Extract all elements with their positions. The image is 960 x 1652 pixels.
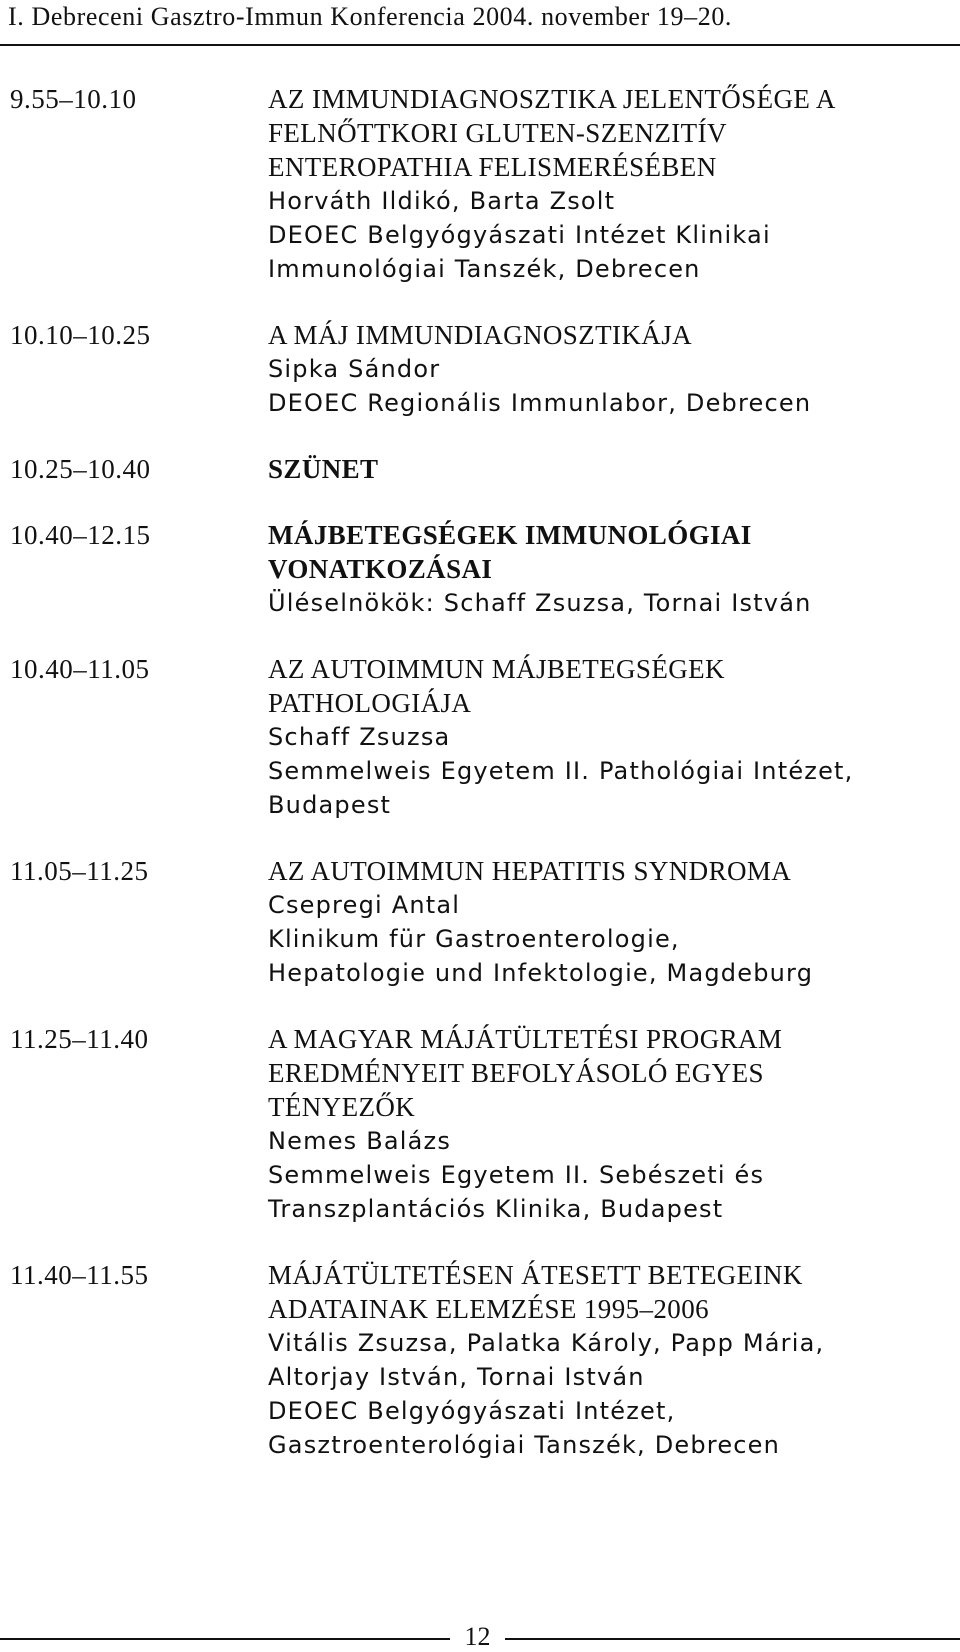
session-title-line: MÁJBETEGSÉGEK IMMUNOLÓGIAI bbox=[268, 520, 752, 550]
session-time: 10.25–10.40 bbox=[10, 454, 151, 484]
session-institution-line: Klinikum für Gastroenterologie, bbox=[268, 925, 680, 953]
session-institution-line: Transzplantációs Klinika, Budapest bbox=[268, 1195, 724, 1223]
session-institution-line: DEOEC Belgyógyászati Intézet, bbox=[268, 1397, 676, 1425]
session-institution-line: Immunológiai Tanszék, Debrecen bbox=[268, 255, 701, 283]
session-time: 10.40–12.15 bbox=[10, 520, 151, 550]
session-row bbox=[10, 518, 950, 620]
session-title-line: A MAGYAR MÁJÁTÜLTETÉSI PROGRAM bbox=[268, 1024, 783, 1054]
session-row bbox=[10, 82, 950, 286]
session-speaker-line: Schaff Zsuzsa bbox=[268, 723, 451, 751]
session-row bbox=[10, 652, 950, 822]
session-time: 11.40–11.55 bbox=[10, 1260, 149, 1290]
program-list bbox=[10, 82, 950, 1494]
session-title-line: A MÁJ IMMUNDIAGNOSZTIKÁJA bbox=[268, 320, 693, 350]
session-speaker-line: Csepregi Antal bbox=[268, 891, 461, 919]
session-content bbox=[268, 518, 950, 620]
session-institution-line: Semmelweis Egyetem II. Sebészeti és bbox=[268, 1161, 765, 1189]
session-time: 11.25–11.40 bbox=[10, 1024, 149, 1054]
session-title-line: AZ AUTOIMMUN HEPATITIS SYNDROMA bbox=[268, 856, 792, 886]
session-institution-line: Semmelweis Egyetem II. Pathológiai Intézet, bbox=[268, 757, 854, 785]
session-row bbox=[10, 318, 950, 420]
session-content bbox=[268, 854, 950, 990]
session-institution-line: Budapest bbox=[268, 791, 392, 819]
session-row bbox=[10, 854, 950, 990]
session-title-line: AZ AUTOIMMUN MÁJBETEGSÉGEK bbox=[268, 654, 725, 684]
session-title-line: AZ IMMUNDIAGNOSZTIKA JELENTŐSÉGE A bbox=[268, 84, 836, 114]
session-content bbox=[268, 652, 950, 822]
session-institution-line: Gasztroenterológiai Tanszék, Debrecen bbox=[268, 1431, 781, 1459]
session-speaker-line: Üléselnökök: Schaff Zsuzsa, Tornai István bbox=[268, 589, 812, 617]
session-title-line: EREDMÉNYEIT BEFOLYÁSOLÓ EGYES bbox=[268, 1058, 764, 1088]
page-footer bbox=[0, 1622, 960, 1652]
session-content bbox=[268, 1022, 950, 1226]
session-content bbox=[268, 82, 950, 286]
session-row bbox=[10, 1258, 950, 1462]
header-title: I. Debreceni Gasztro-Immun Konferencia 2004. november 19–20. bbox=[8, 2, 733, 31]
session-speaker-line: Vitális Zsuzsa, Palatka Károly, Papp Mária, bbox=[268, 1329, 825, 1357]
session-time: 10.10–10.25 bbox=[10, 320, 151, 350]
session-title-line: MÁJÁTÜLTETÉSEN ÁTESETT BETEGEINK bbox=[268, 1260, 803, 1290]
session-content bbox=[268, 318, 950, 420]
session-row bbox=[10, 452, 950, 486]
page-header bbox=[8, 2, 948, 32]
session-title-line: VONATKOZÁSAI bbox=[268, 554, 493, 584]
session-institution-line: DEOEC Regionális Immunlabor, Debrecen bbox=[268, 389, 812, 417]
session-title-line: PATHOLOGIÁJA bbox=[268, 688, 472, 718]
session-time: 11.05–11.25 bbox=[10, 856, 149, 886]
session-title-line: ENTEROPATHIA FELISMERÉSÉBEN bbox=[268, 152, 717, 182]
session-speaker-line: Altorjay István, Tornai István bbox=[268, 1363, 645, 1391]
session-title-line: TÉNYEZŐK bbox=[268, 1092, 416, 1122]
session-row bbox=[10, 1022, 950, 1226]
session-title-line: ADATAINAK ELEMZÉSE 1995–2006 bbox=[268, 1294, 709, 1324]
session-content bbox=[268, 452, 950, 486]
header-rule bbox=[0, 44, 960, 46]
session-speaker-line: Sipka Sándor bbox=[268, 355, 441, 383]
session-institution-line: DEOEC Belgyógyászati Intézet Klinikai bbox=[268, 221, 771, 249]
session-time: 10.40–11.05 bbox=[10, 654, 150, 684]
session-title-line: FELNŐTTKORI GLUTEN-SZENZITÍV bbox=[268, 118, 727, 148]
session-speaker-line: Nemes Balázs bbox=[268, 1127, 452, 1155]
session-institution-line: Hepatologie und Infektologie, Magdeburg bbox=[268, 959, 814, 987]
page-number: 12 bbox=[464, 1622, 491, 1651]
footer-rule-right bbox=[505, 1638, 960, 1640]
session-title-line: SZÜNET bbox=[268, 454, 379, 484]
session-speaker-line: Horváth Ildikó, Barta Zsolt bbox=[268, 187, 616, 215]
footer-rule-left bbox=[0, 1638, 450, 1640]
session-content bbox=[268, 1258, 950, 1462]
session-time: 9.55–10.10 bbox=[10, 84, 137, 114]
